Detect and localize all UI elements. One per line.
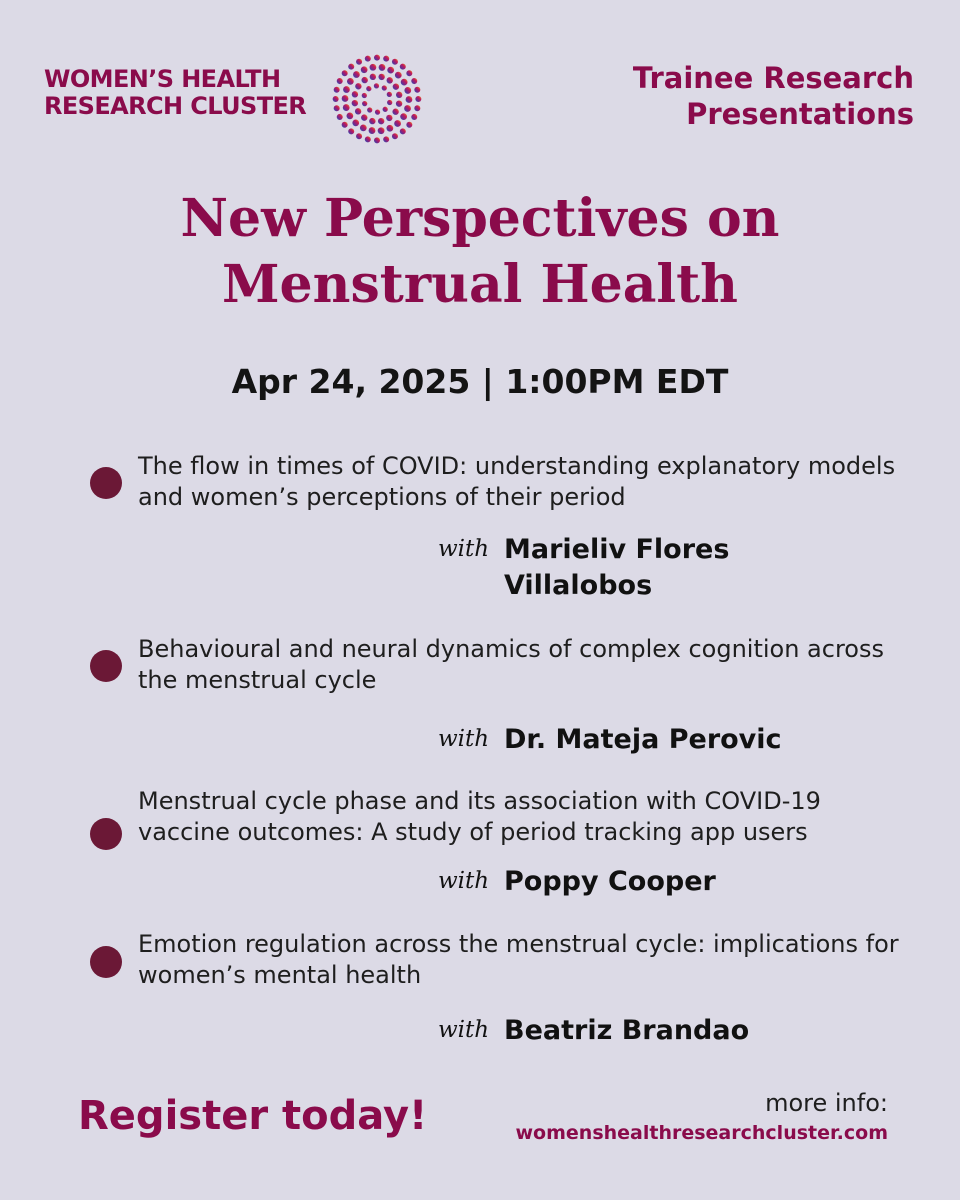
logo-dot bbox=[415, 96, 421, 102]
logo-dot bbox=[360, 124, 367, 131]
speaker-name bbox=[504, 532, 729, 604]
logo-dot bbox=[361, 77, 367, 83]
logo-dot bbox=[352, 100, 358, 106]
bullet-icon bbox=[90, 946, 122, 978]
logo-dot bbox=[392, 59, 398, 65]
logo-dot bbox=[342, 122, 348, 128]
logo-dot bbox=[370, 74, 376, 80]
speaker-name-line-1: Marieliv Flores bbox=[504, 534, 730, 565]
logo-dot bbox=[334, 87, 340, 93]
bullet-icon bbox=[90, 818, 122, 850]
logo-dot bbox=[396, 100, 402, 106]
speaker-name: Beatriz Brandao bbox=[504, 1015, 750, 1046]
logo-dot bbox=[401, 79, 408, 86]
logo-dot bbox=[369, 127, 376, 134]
series-title bbox=[633, 60, 914, 132]
bullet-icon bbox=[90, 467, 122, 499]
logo-dot bbox=[361, 66, 368, 73]
logo-dot bbox=[387, 100, 392, 105]
logo-dot bbox=[375, 110, 380, 115]
talk-title: Menstrual cycle phase and its association with COVID-19 vaccine outcomes: A study of period tracking app users bbox=[138, 787, 821, 846]
website-link[interactable]: womenshealthresearchcluster.com bbox=[515, 1122, 888, 1144]
event-title bbox=[0, 186, 960, 318]
event-date: Apr 24, 2025 | 1:00PM EDT bbox=[231, 362, 729, 401]
speaker-name-line-2: Villalobos bbox=[504, 570, 653, 601]
series-line-2: Presentations bbox=[686, 97, 914, 131]
logo-dot bbox=[414, 105, 420, 111]
logo-dot bbox=[361, 114, 367, 120]
logo-dot bbox=[374, 55, 380, 61]
speaker bbox=[438, 532, 918, 604]
logo-dot bbox=[404, 87, 411, 94]
logo-dot bbox=[365, 136, 371, 142]
logo-dot bbox=[378, 74, 384, 80]
logo-dot bbox=[379, 64, 386, 71]
logo-dot bbox=[386, 125, 393, 132]
logo-dot bbox=[342, 95, 349, 102]
series-line-1: Trainee Research bbox=[632, 61, 914, 95]
logo-dot bbox=[378, 127, 385, 134]
logo-dot bbox=[378, 118, 384, 124]
logo-dot bbox=[355, 83, 361, 89]
logo-dot bbox=[387, 77, 393, 83]
logo-dot bbox=[382, 85, 387, 90]
with-label: with bbox=[438, 536, 490, 562]
with-label: with bbox=[438, 1017, 490, 1043]
logo-dot bbox=[411, 78, 417, 84]
logo-dot bbox=[356, 59, 362, 65]
logo-dot bbox=[353, 71, 360, 78]
register-call-to-action: Register today! bbox=[78, 1093, 428, 1139]
logo-dot bbox=[387, 67, 394, 74]
logo-dot bbox=[392, 133, 398, 139]
speaker bbox=[438, 864, 918, 900]
logo-dot bbox=[352, 119, 359, 126]
logo-dot bbox=[414, 87, 420, 93]
logo-wordmark bbox=[44, 66, 306, 120]
logo-dot bbox=[404, 105, 411, 112]
logo-dot bbox=[411, 114, 417, 120]
logo-dot bbox=[395, 72, 402, 79]
logo-dot bbox=[346, 113, 353, 120]
bullet-icon bbox=[90, 650, 122, 682]
logo-dot bbox=[370, 64, 377, 71]
logo-dot bbox=[387, 92, 392, 97]
logo-dot bbox=[352, 91, 358, 97]
logo-dot bbox=[355, 108, 361, 114]
logo-dot bbox=[383, 107, 388, 112]
more-info-label: more info: bbox=[765, 1089, 888, 1117]
logo-dot bbox=[400, 128, 406, 134]
logo-line-1: WOMEN’S HEALTH bbox=[44, 65, 281, 93]
logo-dot bbox=[392, 109, 398, 115]
speaker-name: Poppy Cooper bbox=[504, 866, 716, 897]
logo-dot bbox=[406, 70, 412, 76]
logo-dot bbox=[337, 78, 343, 84]
talk-title: Emotion regulation across the menstrual cycle: implications for women’s mental health bbox=[138, 930, 899, 989]
logo-dot bbox=[342, 70, 348, 76]
talk-title: Behavioural and neural dynamics of complex cognition across the menstrual cycle bbox=[138, 635, 884, 694]
logo-dot bbox=[337, 114, 343, 120]
talk-title: The flow in times of COVID: understanding explanatory models and women’s perceptions of their period bbox=[138, 452, 896, 511]
speaker bbox=[438, 722, 918, 758]
speaker bbox=[438, 1013, 918, 1049]
logo-dot bbox=[343, 86, 350, 93]
speaker-name: Dr. Mateja Perovic bbox=[504, 724, 782, 755]
logo-dot bbox=[343, 104, 350, 111]
logo-dot bbox=[334, 105, 340, 111]
logo-dot bbox=[374, 137, 380, 143]
with-label: with bbox=[438, 726, 490, 752]
logo-dot bbox=[406, 96, 413, 103]
logo-dot bbox=[362, 101, 367, 106]
logo-dot bbox=[366, 86, 371, 91]
logo-dot bbox=[347, 78, 354, 85]
cluster-logo-icon bbox=[330, 52, 424, 146]
with-label: with bbox=[438, 868, 490, 894]
logo-dot bbox=[374, 83, 379, 88]
logo-dot bbox=[394, 120, 401, 127]
logo-dot bbox=[393, 83, 399, 89]
logo-dot bbox=[396, 92, 402, 98]
logo-dot bbox=[356, 133, 362, 139]
logo-dot bbox=[400, 64, 406, 70]
logo-dot bbox=[406, 122, 412, 128]
logo-dot bbox=[348, 64, 354, 70]
logo-dot bbox=[400, 113, 407, 120]
logo-dot bbox=[348, 128, 354, 134]
logo-dot bbox=[386, 115, 392, 121]
logo-dot bbox=[333, 96, 339, 102]
event-title-line-1: New Perspectives on bbox=[180, 188, 780, 249]
logo-dot bbox=[365, 56, 371, 62]
logo-dot bbox=[383, 56, 389, 62]
logo-dot bbox=[369, 118, 375, 124]
logo-dot bbox=[367, 107, 372, 112]
logo-line-2: RESEARCH CLUSTER bbox=[44, 92, 307, 120]
logo-dot bbox=[362, 93, 367, 98]
logo-dot bbox=[383, 136, 389, 142]
event-title-line-2: Menstrual Health bbox=[222, 254, 738, 315]
